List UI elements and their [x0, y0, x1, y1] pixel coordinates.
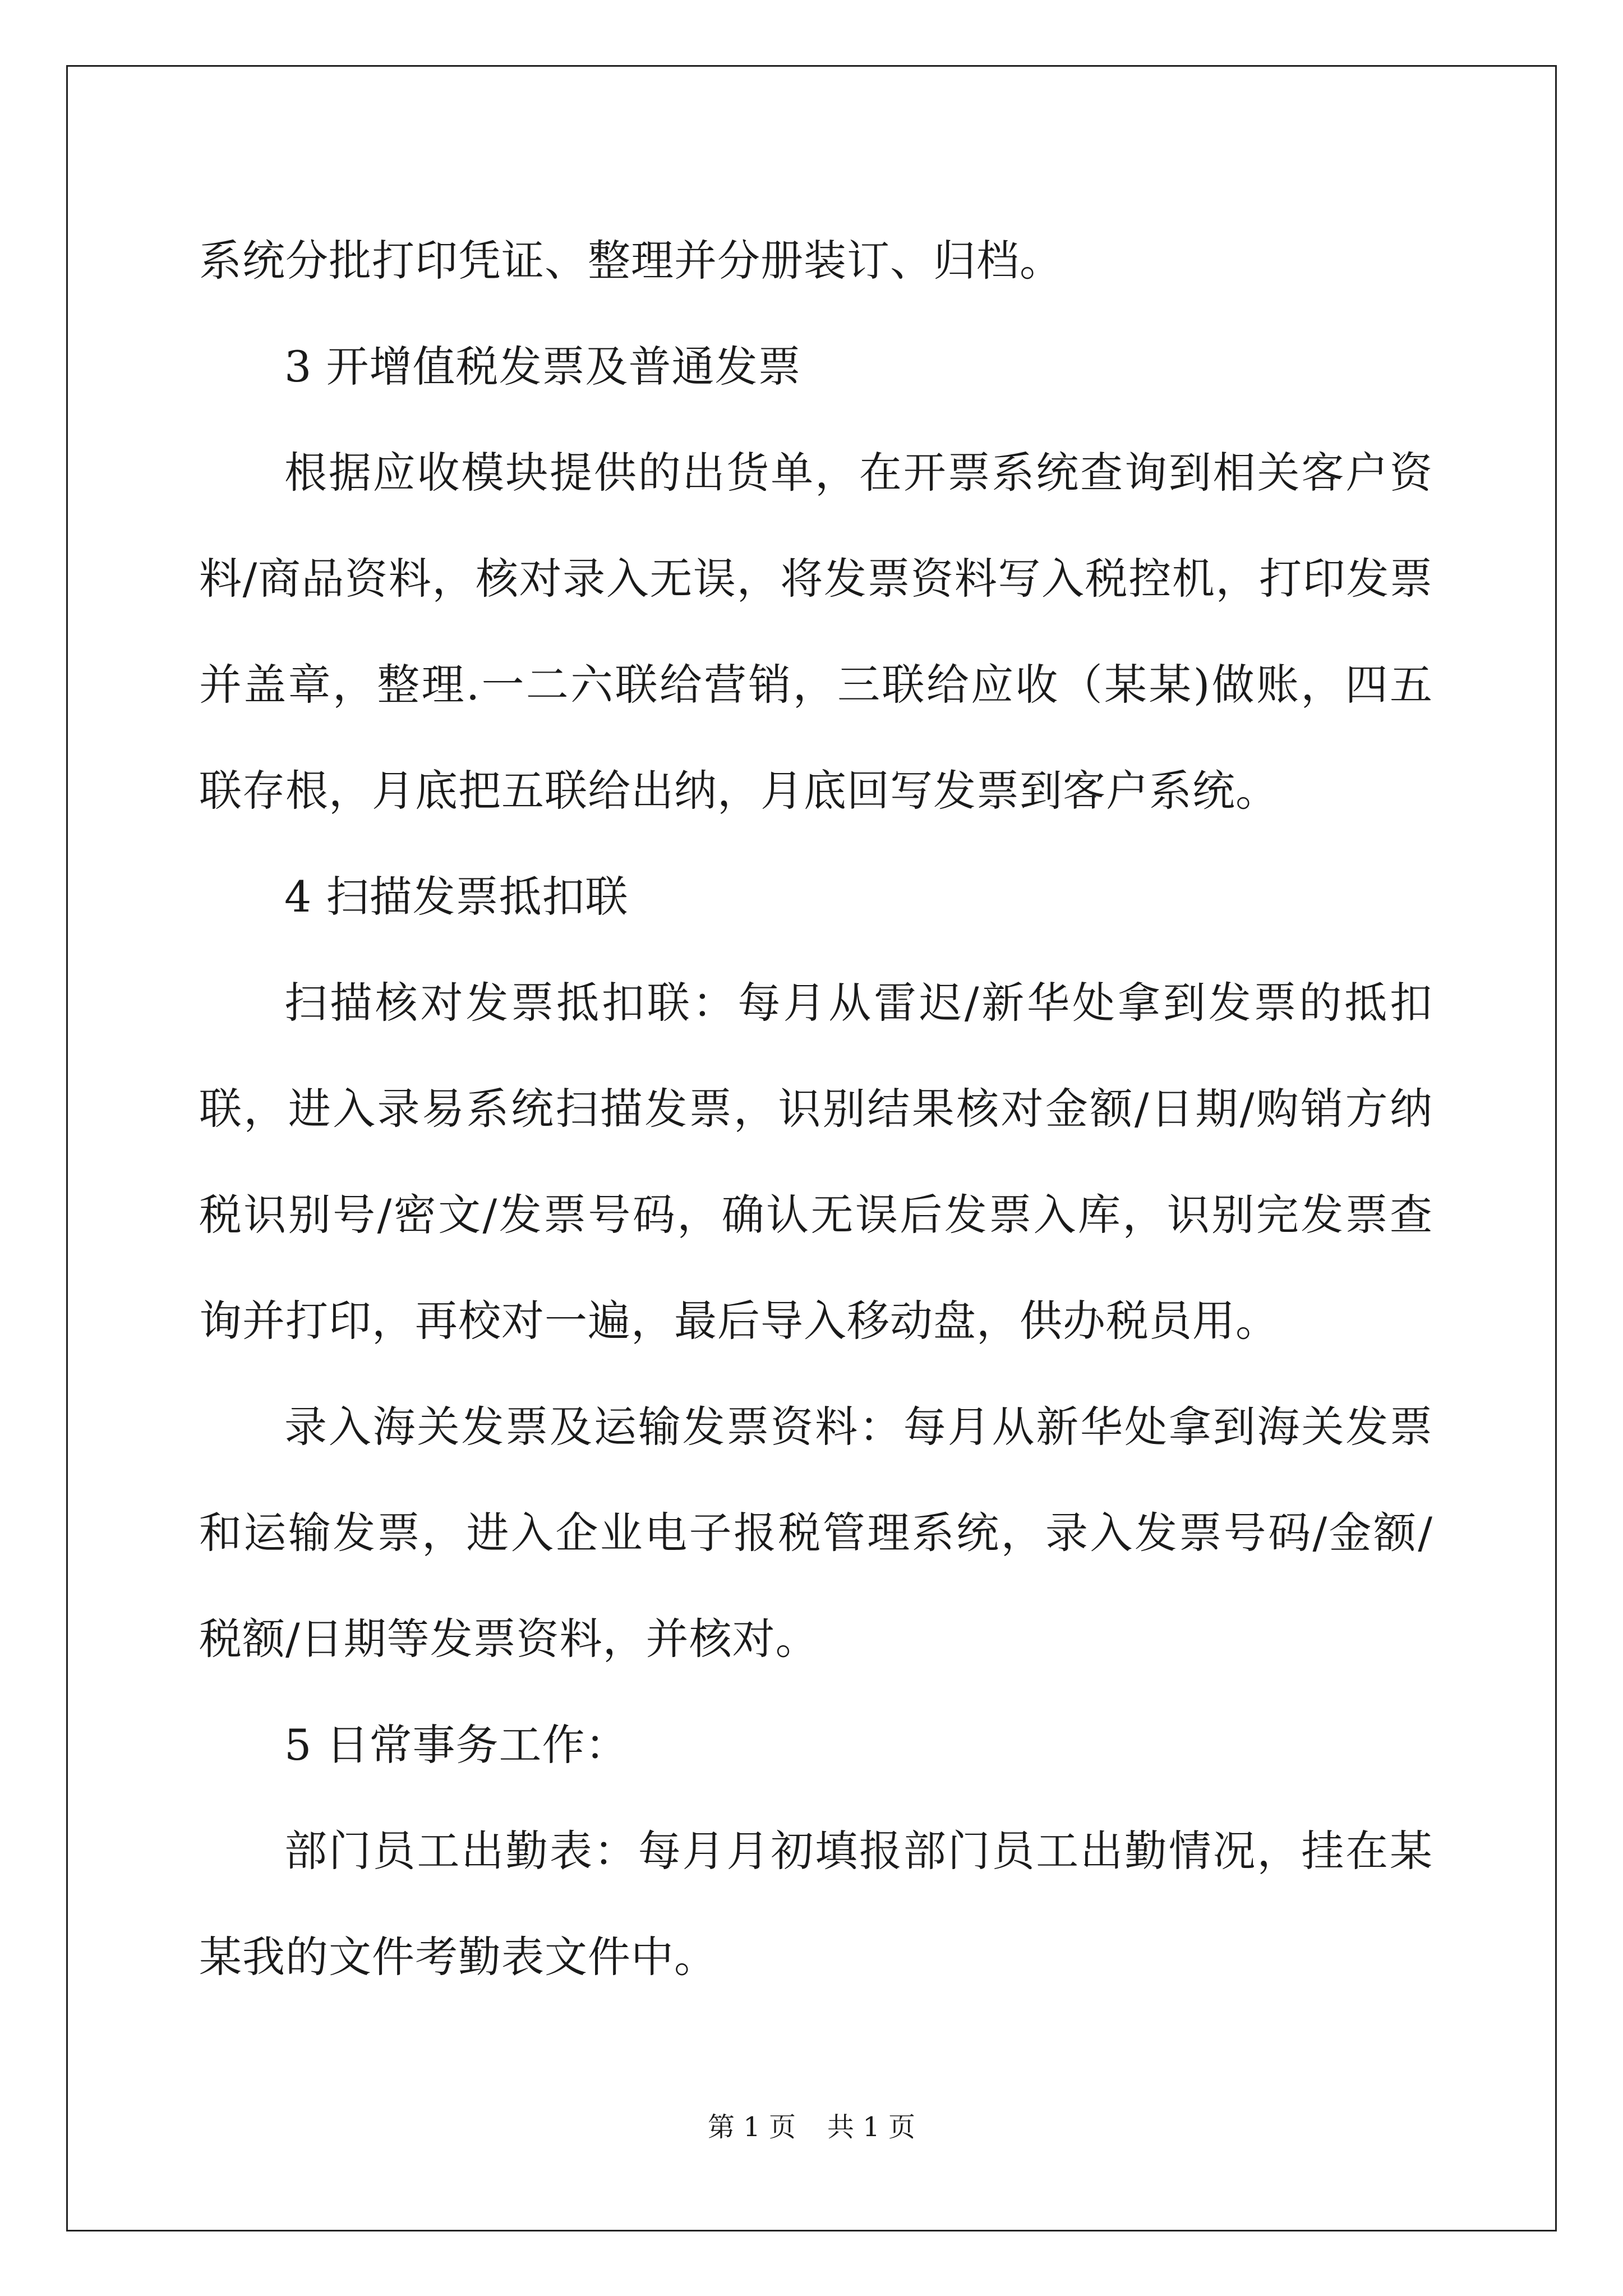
- page-footer: [0, 2110, 1623, 2144]
- paragraph-1: 系统分批打印凭证、整理并分册装订、归档。: [199, 236, 1063, 286]
- paragraph-attendance: 部门员工出勤表：每月月初填报部门员工出勤情况，挂在某某我的文件考勤表文件中。: [199, 1826, 1433, 1982]
- paragraph-invoice-scanning: 扫描核对发票抵扣联：每月从雷迟/新华处拿到发票的抵扣联，进入录易系统扫描发票，识别结果核对金额/日期/购销方纳税识别号/密文/发票号码，确认无误后发票入库，识别完发票查询并打印，再校对一遍，最后导入移动盘，供办税员用。: [199, 978, 1433, 1346]
- heading-section-5: 5 日常事务工作：: [284, 1720, 629, 1770]
- paragraph-invoice-issuing: 根据应收模块提供的出货单，在开票系统查询到相关客户资料/商品资料，核对录入无误，将发票资料写入税控机，打印发票并盖章，整理.一二六联给营销，三联给应收（某某)做账，四五联存根，月底把五联给出纳，月底回写发票到客户系统。: [199, 448, 1433, 816]
- page-number: 第 1 页: [707, 2111, 796, 2143]
- heading-section-3: 3 开增值税发票及普通发票: [284, 342, 801, 392]
- page-total: 共 1 页: [827, 2111, 916, 2143]
- paragraph-customs-invoice: 录入海关发票及运输发票资料：每月从新华处拿到海关发票和运输发票，进入企业电子报税管理系统，录入发票号码/金额/税额/日期等发票资料，并核对。: [199, 1402, 1433, 1664]
- document-body: [199, 208, 1433, 2010]
- heading-section-4: 4 扫描发票抵扣联: [284, 872, 629, 922]
